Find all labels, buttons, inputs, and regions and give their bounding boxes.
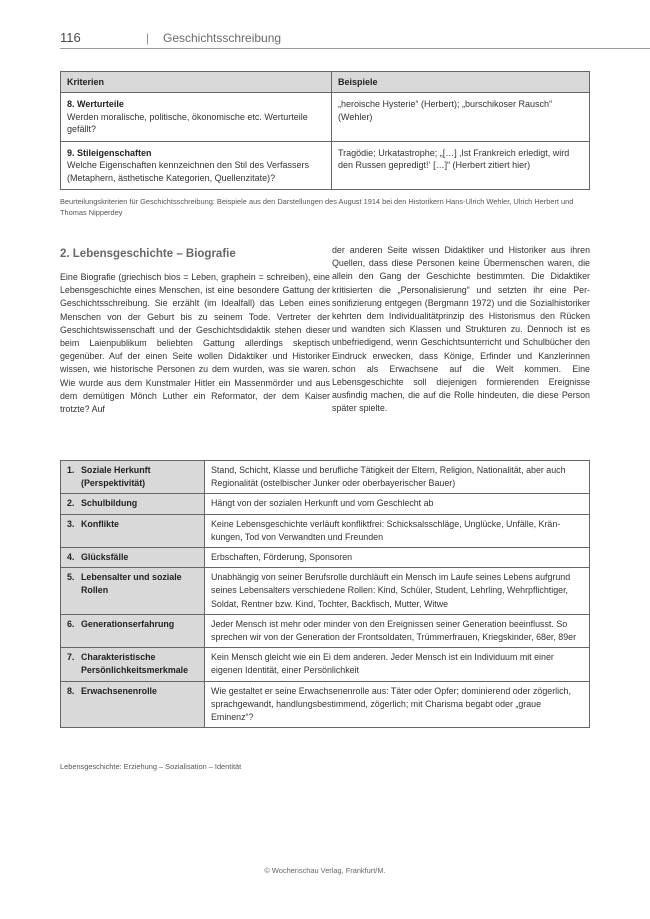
bio-item-number: 7. (67, 652, 75, 663)
bio-item-label: Soziale Herkunft (81, 465, 151, 475)
bio-item-label-continued: (Perspektivität) (81, 478, 146, 489)
bio-item-label: Erwachsenenrolle (81, 685, 157, 696)
table-row (61, 494, 590, 514)
criteria-title: 8. Werturteile (67, 99, 124, 109)
body-text-right-column: der anderen Seite wissen Didaktiker und Historiker aus ihren Quellen, dass diese Personen keine Übermenschen waren, die allein den Gang der Geschichte bestimmten. Die Didaktiker kritisierten die „Personalisierung“ und setzten ihr eine Personifizierung entgegen (Bergmann 1972) und die Sozialhistoriker kehrten dem Individualitätprinzip des Historismus den Rücken und wandten sich Klassen und Strukturen zu. Dennoch ist es unbefriedigend, wenn Geschichtsunterricht und Schulbücher den Eindruck erwecken, dass Könige, Erfinder und Kanzlerinnen schon als Erwachsene auf die Welt kommen. Eine Lebensgeschichte soll diejenigen formierenden Ereignisse ausfindig machen, die auf die Rolle hindeuten, die diese Person später spielte. (332, 245, 590, 414)
bio-item-number: 3. (67, 518, 75, 529)
bio-item-number: 8. (67, 685, 75, 696)
table-row (61, 93, 590, 142)
table-row (61, 141, 590, 190)
bio-item-label: Schulbildung (81, 498, 138, 509)
biography-table (60, 460, 590, 728)
bio-description-cell: Wie gestaltet er seine Erwachsenenrolle aus: Täter oder Opfer; dominierend oder zögerlich, sprachgewandt, handlungsbestimmend, zögerlich; mit Charisma begabt oder „graue Eminenz“? (205, 681, 590, 728)
bio-item-number: 1. (67, 465, 75, 475)
bio-label-cell (61, 461, 205, 494)
table-row (61, 461, 590, 494)
table-row (61, 681, 590, 728)
publisher-footer: © Wochenschau Verlag, Frankfurt/M. (264, 866, 386, 875)
criteria-cell (61, 141, 332, 190)
bio-label-cell (61, 548, 205, 568)
bio-label-cell (61, 514, 205, 547)
table-row (61, 548, 590, 568)
bio-item-label: Konflikte (81, 518, 119, 529)
bio-item-label: Glücksfälle (81, 552, 129, 563)
body-text-left-column: Eine Biografie (griechisch bios = Leben, graphein = schreiben), eine Lebensgeschichte eines Menschen, ist eine besondere Gattung der Geschichtsschreibung. Sie erzählt (im Idealfall) das Leben eines Menschen von der Geburt bis zu seinem Tode. Vertreter der Geschichtswissenschaft und der Geschichtsdidaktik stehen dieser beim Laienpublikum beliebten Gattung allerdings skeptisch gegenüber. Auf der einen Seite wollen Didaktiker und Historiker wissen, wie historische Personen zu dem wurden, was sie waren. Wie wurde aus dem Kunstmaler Hitler ein Massenmörder und aus dem demütigen Mönch Luther ein Reformator, der dem Kaiser trotzte? Auf (60, 272, 330, 415)
section-title: 2. Lebensgeschichte – Biografie (60, 248, 236, 260)
bio-description-cell: Unabhängig von seiner Berufsrolle durchläuft ein Mensch im Laufe seines Lebens aufgrund seines Lebensalters verschiedene Rollen: Kind, Schüler, Student, Lehrling, Wehrpflichtiger, Soldat, Rentner bzw. Kind, Tochter, Backfisch, Mutter, Witwe (205, 568, 590, 615)
bio-description-cell: Jeder Mensch ist mehr oder minder von den Ereignissen seiner Generation beeinflusst. So sprechen wir von der Generation der Frontsoldaten, Trümmerfrauen, Kriegskinder, 68er, 89er (205, 614, 590, 647)
bio-item-number: 2. (67, 498, 75, 509)
criteria-cell (61, 93, 332, 142)
example-cell: Tragödie; Urkatastrophe; „[…] ‚Ist Frankreich erledigt, wird den Russen gepredigt!‘ […]“ (Herbert zitiert hier) (332, 141, 590, 190)
criteria-text: Werden moralische, politische, ökonomische etc. Werturteile gefällt? (67, 111, 308, 134)
header-separator: | (146, 31, 150, 45)
criteria-header-beispiele: Beispiele (332, 72, 590, 93)
bio-label-cell (61, 681, 205, 728)
criteria-header-kriterien: Kriterien (61, 72, 332, 93)
criteria-title: 9. Stileigenschaften (67, 147, 152, 158)
bio-description-cell: Kein Mensch gleicht wie ein Ei dem anderen. Jeder Mensch ist ein Individuum mit einer eigenen Identität, einer Persönlichkeit (205, 648, 590, 681)
bio-label-cell (61, 494, 205, 514)
bio-description-cell: Hängt von der sozialen Herkunft und vom Geschlecht ab (205, 494, 590, 514)
bio-description-cell: Erbschaften, Förderung, Sponsoren (205, 548, 590, 568)
page-number: 116 (60, 30, 81, 45)
bio-item-number: 6. (67, 618, 75, 629)
bio-label-cell (61, 648, 205, 681)
criteria-table-caption: Beurteilungskriterien für Geschichtsschreibung: Beispiele aus den Darstellungen des August 1914 bei den Historikern Hans-Ulrich Wehler, Ulrich Herbert und Thomas Nipperdey (60, 197, 574, 217)
table-row (61, 514, 590, 547)
table-row (61, 568, 590, 615)
bio-item-label-continued: Persönlichkeitsmerkmale (81, 665, 189, 676)
header-title: Geschichtsschreibung (163, 31, 282, 45)
bio-label-cell (61, 614, 205, 647)
bio-item-number: 4. (67, 552, 75, 563)
criteria-table (60, 71, 590, 190)
bio-item-label: Charakteristische (81, 652, 156, 663)
bio-item-number: 5. (67, 572, 75, 583)
table-row (61, 614, 590, 647)
table-row (61, 648, 590, 681)
running-header (60, 30, 650, 49)
bio-item-label-continued: Rollen (81, 585, 109, 596)
bio-description-cell: Keine Lebensgeschichte verläuft konfliktfrei: Schicksalsschläge, Unglücke, Unfälle, Kränkungen, Tod von Verwandten und Freunden (205, 514, 590, 547)
bio-label-cell (61, 568, 205, 615)
bio-description-cell: Stand, Schicht, Klasse und berufliche Tätigkeit der Eltern, Religion, Nationalität, aber auch Regionalität (ostelbischer Junker oder oberbayerischer Bauer) (205, 461, 590, 494)
biography-table-caption: Lebensgeschichte: Erziehung – Sozialisation – Identität (60, 762, 242, 771)
example-cell: „heroische Hysterie“ (Herbert); „burschikoser Rausch“ (Wehler) (332, 93, 590, 142)
criteria-text: Welche Eigenschaften kennzeichnen den Stil des Verfassers (Metaphern, ästhetische Kategorien, Quellenzitate)? (67, 160, 309, 183)
criteria-header-row (61, 72, 590, 93)
bio-item-label: Generationserfahrung (81, 618, 175, 629)
bio-item-label: Lebensalter und soziale (81, 572, 182, 583)
